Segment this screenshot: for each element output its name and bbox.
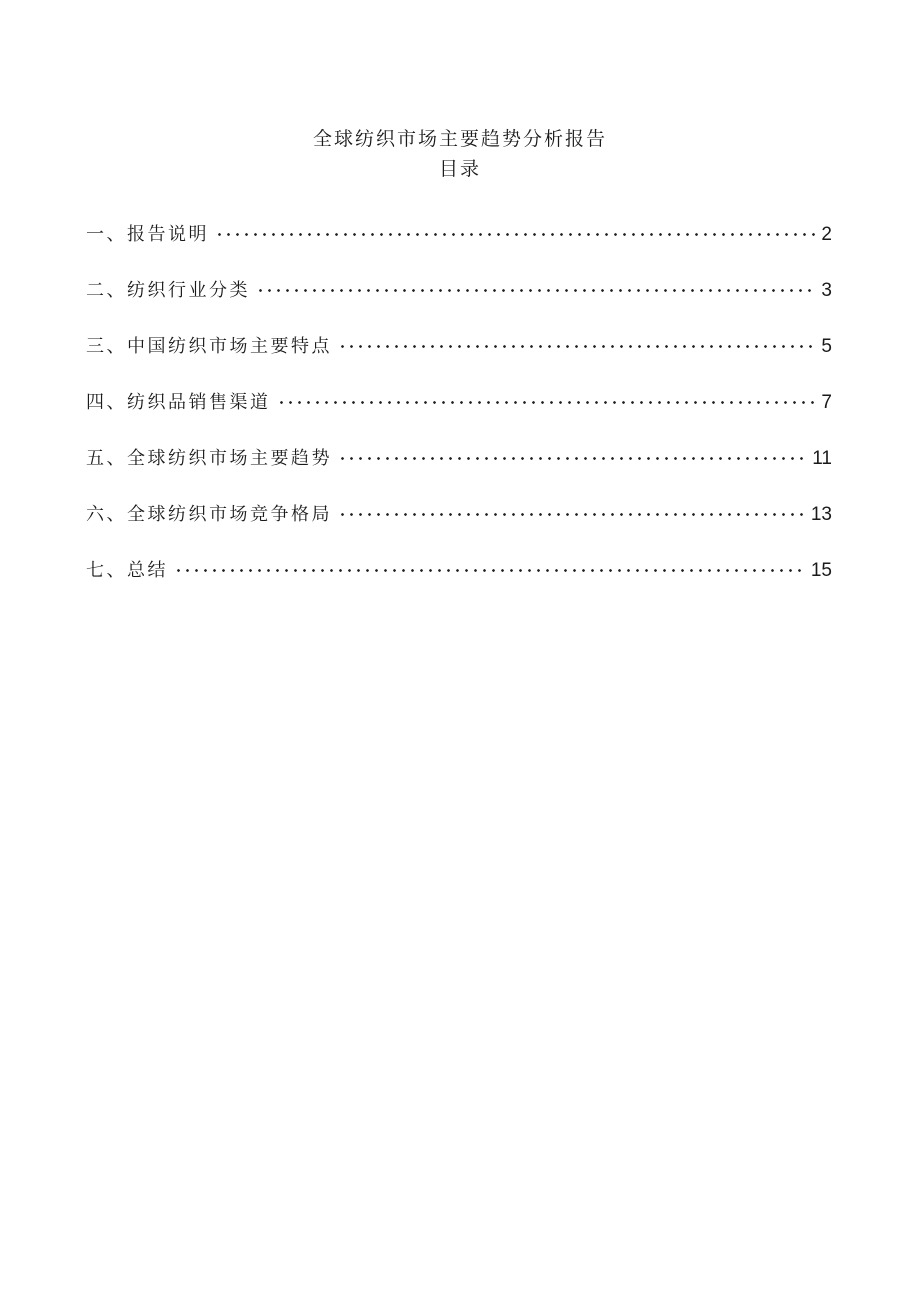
toc-dot-leader	[338, 436, 808, 464]
toc-page-number: 7	[821, 392, 832, 413]
toc-dot-leader	[215, 212, 817, 240]
toc-entry-summary[interactable]	[86, 548, 832, 604]
document-title: 全球纺织市场主要趋势分析报告	[312, 128, 607, 150]
toc-entry-label: 三、中国纺织市场主要特点	[86, 336, 332, 357]
toc-dot-leader	[338, 324, 817, 352]
toc-entry-global-trends[interactable]	[86, 436, 832, 492]
toc-page-number: 15	[810, 560, 832, 581]
table-of-contents	[86, 212, 832, 604]
toc-entry-label: 六、全球纺织市场竞争格局	[86, 504, 332, 525]
toc-dot-leader	[174, 548, 807, 576]
toc-page-number: 13	[810, 504, 832, 525]
toc-page-number: 5	[821, 336, 832, 357]
toc-entry-report-description[interactable]	[86, 212, 832, 268]
toc-entry-label: 四、纺织品销售渠道	[86, 392, 271, 413]
toc-entry-sales-channels[interactable]	[86, 380, 832, 436]
toc-dot-leader	[277, 380, 818, 408]
toc-entry-label: 二、纺织行业分类	[86, 280, 250, 301]
toc-dot-leader	[338, 492, 807, 520]
toc-page-number: 11	[812, 448, 832, 469]
toc-entry-label: 七、总结	[86, 560, 168, 581]
toc-dot-leader	[256, 268, 817, 296]
toc-entry-industry-classification[interactable]	[86, 268, 832, 324]
toc-heading: 目录	[438, 158, 481, 180]
toc-page-number: 3	[821, 280, 832, 301]
toc-page-number: 2	[821, 224, 832, 245]
toc-entry-label: 五、全球纺织市场主要趋势	[86, 448, 332, 469]
toc-entry-competitive-landscape[interactable]	[86, 492, 832, 548]
toc-entry-china-market-features[interactable]	[86, 324, 832, 380]
toc-entry-label: 一、报告说明	[86, 224, 209, 245]
